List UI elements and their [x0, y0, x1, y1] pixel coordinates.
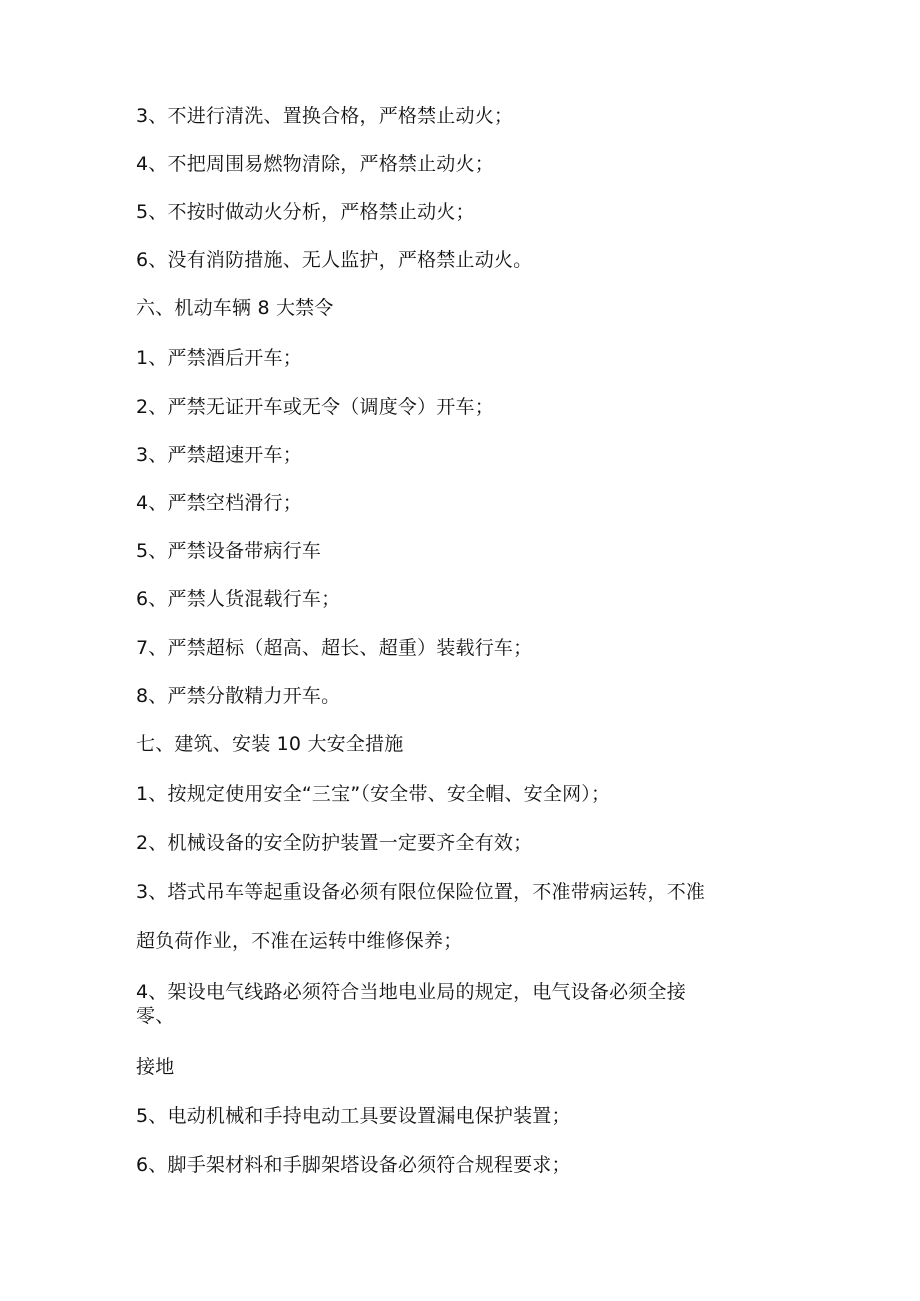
list-item-vehicle-6: 6、严禁人货混载行车； — [136, 588, 341, 610]
list-item-vehicle-2: 2、严禁无证开车或无令（调度令）开车； — [136, 396, 494, 418]
list-item-vehicle-8: 8、严禁分散精力开车。 — [136, 685, 341, 707]
list-item-fire-5: 5、不按时做动火分析，严格禁止动火； — [136, 201, 475, 223]
list-item-construction-1: 1、按规定使用安全“三宝”（安全带、安全帽、安全网）； — [136, 783, 611, 805]
list-item-fire-4: 4、不把周围易燃物清除，严格禁止动火； — [136, 153, 494, 175]
list-item-vehicle-7: 7、严禁超标（超高、超长、超重）装载行车； — [136, 637, 533, 659]
list-item-construction-4-continued: 零、 — [136, 1005, 175, 1027]
section-heading-construction-measures: 七、建筑、安装 10 大安全措施 — [136, 733, 404, 755]
list-item-vehicle-1: 1、严禁酒后开车； — [136, 347, 302, 369]
list-item-construction-2: 2、机械设备的安全防护装置一定要齐全有效； — [136, 832, 533, 854]
list-item-construction-3-continued: 超负荷作业，不准在运转中维修保养； — [136, 930, 463, 952]
list-item-construction-4-continued-2: 接地 — [136, 1056, 175, 1078]
list-item-fire-6: 6、没有消防措施、无人监护，严格禁止动火。 — [136, 249, 533, 271]
list-item-fire-3: 3、不进行清洗、置换合格，严格禁止动火； — [136, 105, 514, 127]
list-item-construction-6: 6、脚手架材料和手脚架塔设备必须符合规程要求； — [136, 1154, 571, 1176]
list-item-construction-4: 4、架设电气线路必须符合当地电业局的规定，电气设备必须全接 — [136, 981, 686, 1003]
list-item-vehicle-3: 3、严禁超速开车； — [136, 444, 302, 466]
list-item-vehicle-5: 5、严禁设备带病行车 — [136, 540, 322, 562]
list-item-vehicle-4: 4、严禁空档滑行； — [136, 492, 302, 514]
list-item-construction-3: 3、塔式吊车等起重设备必须有限位保险位置，不准带病运转，不准 — [136, 881, 706, 903]
section-heading-vehicle-bans: 六、机动车辆 8 大禁令 — [136, 297, 334, 319]
list-item-construction-5: 5、电动机械和手持电动工具要设置漏电保护装置； — [136, 1105, 571, 1127]
